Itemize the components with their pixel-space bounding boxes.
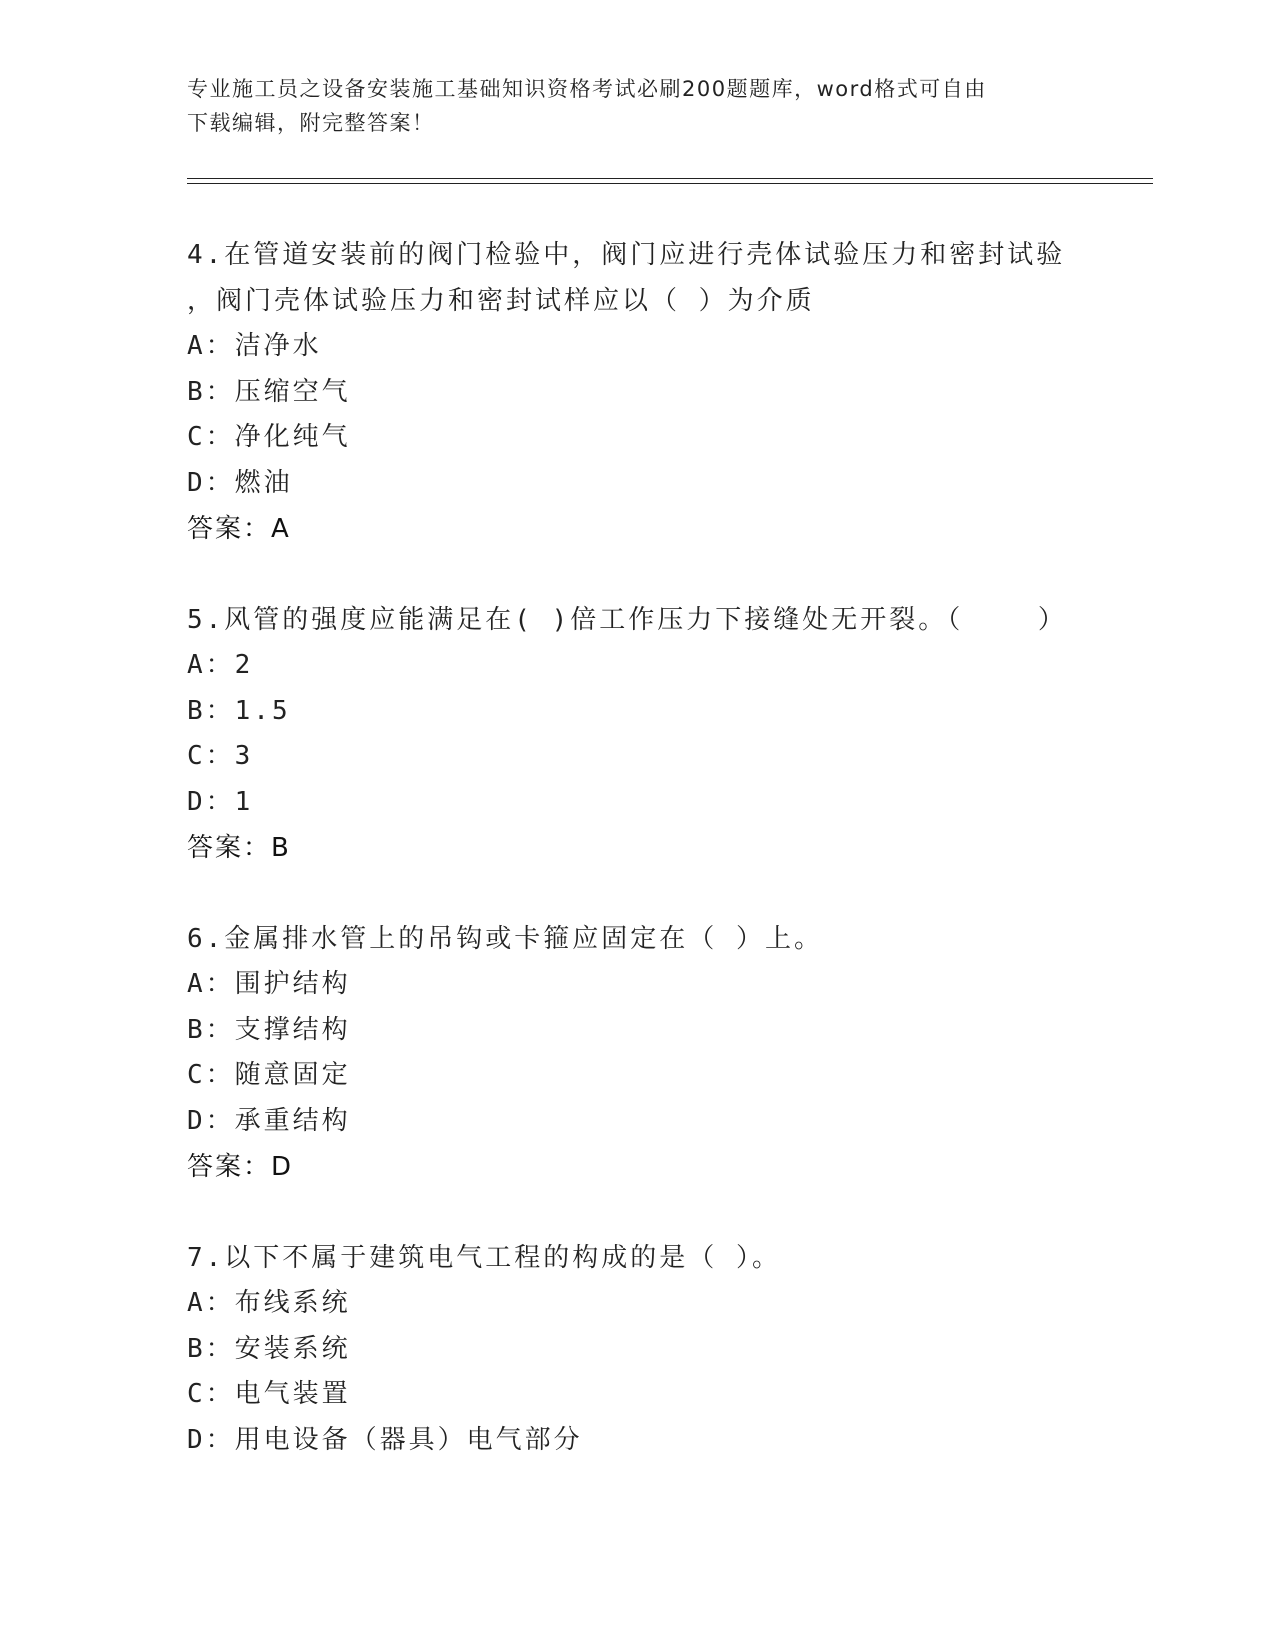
question-title-line: ，阀门壳体试验压力和密封试样应以（ ）为介质 xyxy=(187,286,815,316)
option-b: B：压缩空气 xyxy=(187,376,351,407)
option-c: C：随意固定 xyxy=(187,1060,351,1090)
question-4 xyxy=(187,232,1087,552)
question-7 xyxy=(187,1235,1087,1463)
option-a: A：围护结构 xyxy=(187,969,351,999)
answer: 答案：B xyxy=(187,833,291,863)
option-a: A：2 xyxy=(187,650,254,680)
option-c: C：净化纯气 xyxy=(187,422,351,452)
option-a: A：布线系统 xyxy=(187,1288,351,1318)
option-c: C：电气装置 xyxy=(187,1379,351,1409)
question-title-line: 4.在管道安装前的阀门检验中，阀门应进行壳体试验压力和密封试验 xyxy=(187,240,1066,270)
option-b: B：安装系统 xyxy=(187,1333,351,1364)
question-title-line: 7.以下不属于建筑电气工程的构成的是（ ）。 xyxy=(187,1243,781,1273)
question-title-line: 5.风管的强度应能满足在( )倍工作压力下接缝处无开裂。（ ） xyxy=(187,605,1067,635)
question-6 xyxy=(187,916,1087,1190)
option-d: D：1 xyxy=(187,786,254,817)
header-divider-top xyxy=(187,178,1153,179)
answer: 答案：A xyxy=(187,514,291,544)
question-5 xyxy=(187,597,1087,871)
option-c: C：3 xyxy=(187,741,254,771)
answer: 答案：D xyxy=(187,1152,294,1182)
header-line-2: 下载编辑，附完整答案！ xyxy=(187,111,435,135)
option-d: D：燃油 xyxy=(187,467,293,498)
header-line-1: 专业施工员之设备安装施工基础知识资格考试必刷200题题库，word格式可自由 xyxy=(187,77,987,101)
document-header xyxy=(187,72,1087,140)
question-list xyxy=(187,232,1087,1508)
option-a: A：洁净水 xyxy=(187,331,322,361)
header-divider-bottom xyxy=(187,183,1153,184)
option-d: D：用电设备（器具）电气部分 xyxy=(187,1424,583,1455)
question-title-line: 6.金属排水管上的吊钩或卡箍应固定在（ ）上。 xyxy=(187,924,823,954)
option-d: D：承重结构 xyxy=(187,1105,351,1136)
option-b: B：支撑结构 xyxy=(187,1014,351,1045)
option-b: B：1.5 xyxy=(187,695,291,726)
